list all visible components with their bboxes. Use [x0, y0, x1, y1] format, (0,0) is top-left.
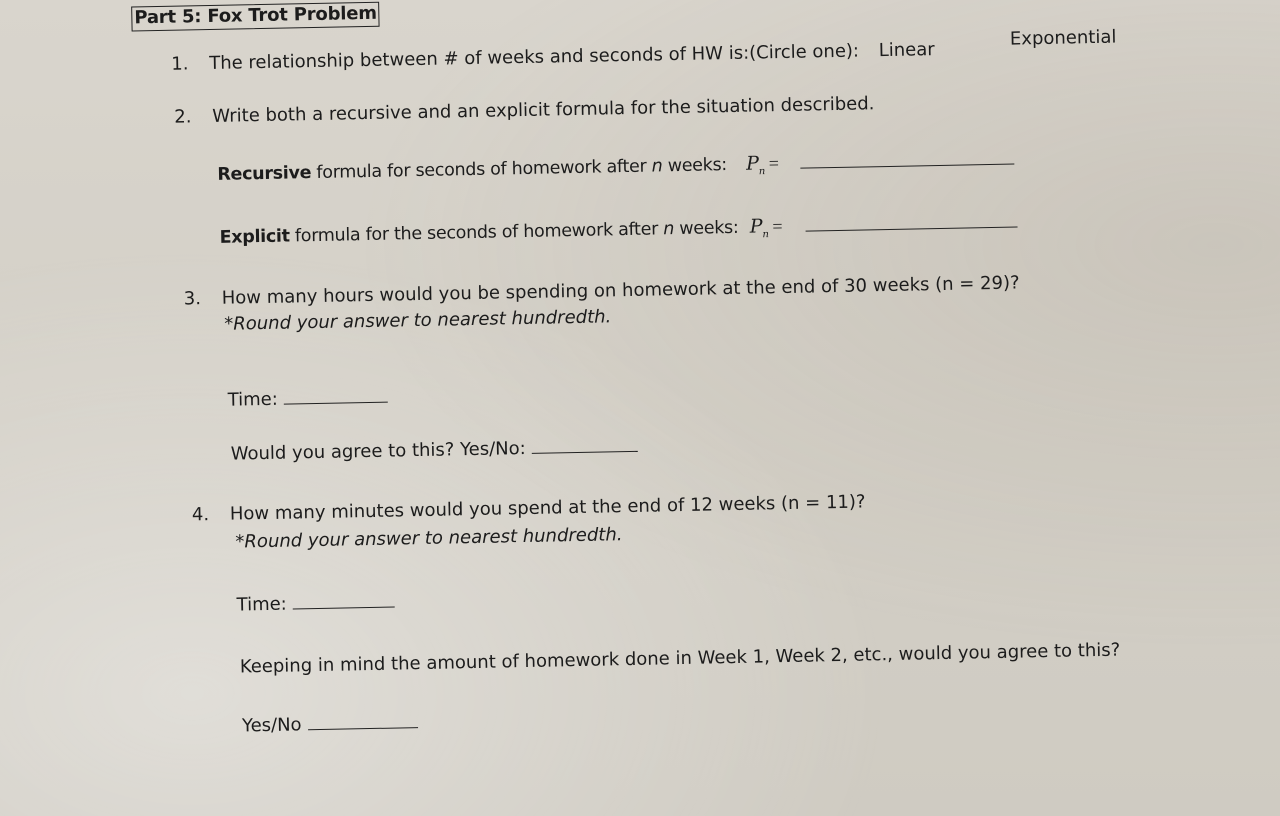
- time-label: Time:: [227, 388, 279, 411]
- question-3: [184, 272, 1020, 310]
- section-title: Part 5: Fox Trot Problem: [131, 2, 380, 32]
- yesno-label: Yes/No: [241, 714, 302, 737]
- q3-agree-row: [231, 435, 638, 466]
- p-letter: P: [749, 215, 763, 238]
- explicit-label-text: formula for the seconds of homework after: [289, 219, 664, 247]
- question-number: 4.: [191, 504, 210, 526]
- q3-time-row: [228, 386, 389, 412]
- recursive-label-text: formula for seconds of homework after: [311, 156, 652, 184]
- q4-time-blank[interactable]: [293, 591, 395, 610]
- recursive-answer-blank[interactable]: [800, 148, 1014, 169]
- q3-agree-blank[interactable]: [532, 435, 638, 454]
- question-text: Write both a recursive and an explicit formula for the situation described.: [212, 93, 875, 127]
- question-4: [192, 491, 866, 526]
- pn-symbol: [749, 215, 769, 241]
- option-linear[interactable]: Linear: [878, 39, 935, 62]
- recursive-formula-row: [217, 148, 1014, 194]
- question-number: 1.: [171, 53, 189, 75]
- explicit-formula-row: [219, 211, 1017, 257]
- equals-sign: =: [772, 216, 783, 237]
- recursive-label-suffix: weeks:: [662, 155, 728, 177]
- keeping-in-mind-text: Keeping in mind the amount of homework done in Week 1, Week 2, etc., would you agree to this?: [239, 639, 1121, 678]
- question-number: 3.: [183, 288, 202, 310]
- question-2: [174, 93, 875, 128]
- question-text: How many hours would you be spending on homework at the end of 30 weeks (n = 29)?: [221, 272, 1020, 309]
- recursive-label-bold: Recursive: [217, 163, 312, 185]
- rounding-note: *Round your answer to nearest hundredth.: [235, 524, 623, 553]
- rounding-note: *Round your answer to nearest hundredth.: [224, 306, 612, 335]
- question-text: The relationship between # of weeks and seconds of HW is:(Circle one):: [209, 40, 860, 74]
- variable-n: n: [651, 156, 663, 177]
- q4-time-row: [236, 591, 395, 617]
- q3-time-blank[interactable]: [284, 386, 388, 405]
- q4-yesno-row: [242, 711, 418, 737]
- q4-yesno-blank[interactable]: [307, 711, 417, 730]
- explicit-label-suffix: weeks:: [673, 217, 739, 240]
- p-letter: P: [745, 152, 759, 175]
- time-label: Time:: [236, 593, 287, 616]
- question-text: How many minutes would you spend at the end of 12 weeks (n = 11)?: [229, 491, 866, 525]
- variable-n: n: [663, 219, 675, 240]
- agree-label: Would you agree to this? Yes/No:: [230, 437, 526, 465]
- equals-sign: =: [768, 153, 779, 174]
- explicit-answer-blank[interactable]: [805, 211, 1017, 232]
- option-exponential[interactable]: Exponential: [1009, 26, 1117, 50]
- question-number: 2.: [174, 106, 192, 128]
- subscript-n: n: [762, 229, 769, 241]
- explicit-label-bold: Explicit: [219, 226, 290, 248]
- subscript-n: n: [758, 166, 766, 178]
- pn-symbol: [745, 152, 766, 178]
- question-1: [171, 39, 935, 76]
